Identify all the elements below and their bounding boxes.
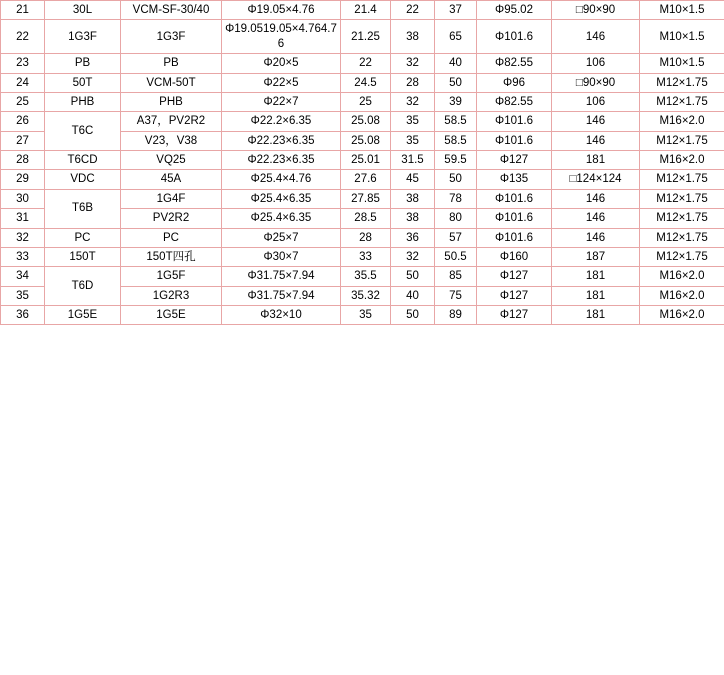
table-cell: Φ25.4×6.35: [222, 189, 341, 208]
table-cell: 33: [341, 247, 391, 266]
table-cell: Φ22×5: [222, 73, 341, 92]
table-cell: M12×1.75: [640, 209, 724, 228]
table-cell: 85: [435, 267, 477, 286]
table-cell: 37: [435, 1, 477, 20]
table-cell: 150T四孔: [121, 247, 222, 266]
table-cell: 146: [552, 228, 640, 247]
table-cell: PC: [45, 228, 121, 247]
table-cell: 65: [435, 20, 477, 54]
table-cell: Φ25×7: [222, 228, 341, 247]
table-cell: Φ127: [477, 286, 552, 305]
table-row: [1, 306, 724, 325]
table-cell: 146: [552, 20, 640, 54]
table-cell: 106: [552, 54, 640, 73]
table-cell: Φ135: [477, 170, 552, 189]
table-cell: 25: [1, 92, 45, 111]
table-cell: Φ19.05×4.76: [222, 1, 341, 20]
table-cell: Φ30×7: [222, 247, 341, 266]
table-cell: 146: [552, 209, 640, 228]
table-cell: 23: [1, 54, 45, 73]
table-cell: Φ101.6: [477, 112, 552, 131]
table-cell: 57: [435, 228, 477, 247]
table-cell: 40: [391, 286, 435, 305]
table-cell: M12×1.75: [640, 131, 724, 150]
table-cell: 181: [552, 267, 640, 286]
table-cell: Φ20×5: [222, 54, 341, 73]
table-cell: 35.5: [341, 267, 391, 286]
table-cell: Φ82.55: [477, 54, 552, 73]
table-cell: M12×1.75: [640, 73, 724, 92]
table-cell: Φ101.6: [477, 131, 552, 150]
table-cell: 22: [341, 54, 391, 73]
table-cell: M10×1.5: [640, 54, 724, 73]
table-cell: PHB: [45, 92, 121, 111]
table-row: [1, 73, 724, 92]
table-cell: 146: [552, 112, 640, 131]
table-cell: 1G2R3: [121, 286, 222, 305]
table-cell: M12×1.75: [640, 170, 724, 189]
specification-table: [0, 0, 724, 325]
table-cell: VDC: [45, 170, 121, 189]
table-cell: 106: [552, 92, 640, 111]
table-cell: 25.08: [341, 112, 391, 131]
table-cell: 35: [341, 306, 391, 325]
table-cell: 33: [1, 247, 45, 266]
table-row: [1, 189, 724, 208]
table-cell: 38: [391, 209, 435, 228]
table-cell: A37，PV2R2: [121, 112, 222, 131]
table-cell: 25.08: [341, 131, 391, 150]
table-cell: 27.6: [341, 170, 391, 189]
table-cell: Φ32×10: [222, 306, 341, 325]
table-cell: 50.5: [435, 247, 477, 266]
table-cell: 35: [391, 131, 435, 150]
table-cell: 150T: [45, 247, 121, 266]
table-cell: 32: [391, 92, 435, 111]
table-cell: 50: [435, 170, 477, 189]
table-cell: M16×2.0: [640, 267, 724, 286]
table-cell: 28: [391, 73, 435, 92]
table-cell: 78: [435, 189, 477, 208]
table-cell: Φ22.23×6.35: [222, 131, 341, 150]
table-cell: M16×2.0: [640, 112, 724, 131]
table-cell: M12×1.75: [640, 228, 724, 247]
table-cell: 34: [1, 267, 45, 286]
table-cell: 25: [341, 92, 391, 111]
table-body: [1, 1, 724, 325]
table-cell: 24.5: [341, 73, 391, 92]
table-cell: T6C: [45, 112, 121, 151]
table-cell: 1G3F: [45, 20, 121, 54]
table-cell: 26: [1, 112, 45, 131]
table-cell: Φ31.75×7.94: [222, 286, 341, 305]
table-cell: 21: [1, 1, 45, 20]
table-cell: 58.5: [435, 131, 477, 150]
table-cell: 187: [552, 247, 640, 266]
table-row: [1, 20, 724, 54]
table-cell: Φ25.4×4.76: [222, 170, 341, 189]
table-cell: Φ101.6: [477, 20, 552, 54]
table-cell: 146: [552, 189, 640, 208]
table-cell: 22: [391, 1, 435, 20]
table-cell: PB: [121, 54, 222, 73]
table-row: [1, 112, 724, 131]
table-cell: 59.5: [435, 151, 477, 170]
table-cell: 39: [435, 92, 477, 111]
table-cell: 28: [1, 151, 45, 170]
table-cell: Φ101.6: [477, 209, 552, 228]
table-cell: Φ25.4×6.35: [222, 209, 341, 228]
table-cell: 32: [1, 228, 45, 247]
table-cell: Φ101.6: [477, 189, 552, 208]
table-row: [1, 247, 724, 266]
table-cell: 45: [391, 170, 435, 189]
table-row: [1, 92, 724, 111]
table-cell: VQ25: [121, 151, 222, 170]
table-cell: 50: [391, 306, 435, 325]
table-row: [1, 1, 724, 20]
table-cell: 31: [1, 209, 45, 228]
table-cell: M16×2.0: [640, 306, 724, 325]
table-cell: Φ127: [477, 267, 552, 286]
table-cell: 21.4: [341, 1, 391, 20]
table-cell: 22: [1, 20, 45, 54]
table-cell: 29: [1, 170, 45, 189]
table-cell: Φ82.55: [477, 92, 552, 111]
table-cell: 50: [435, 73, 477, 92]
table-cell: VCM-SF-30/40: [121, 1, 222, 20]
table-cell: M12×1.75: [640, 247, 724, 266]
table-cell: PB: [45, 54, 121, 73]
table-row: [1, 151, 724, 170]
table-cell: PV2R2: [121, 209, 222, 228]
table-cell: 181: [552, 306, 640, 325]
table-cell: 30L: [45, 1, 121, 20]
table-cell: Φ22×7: [222, 92, 341, 111]
table-cell: 31.5: [391, 151, 435, 170]
table-cell: 35: [1, 286, 45, 305]
table-cell: M12×1.75: [640, 92, 724, 111]
table-cell: 25.01: [341, 151, 391, 170]
table-cell: 181: [552, 151, 640, 170]
table-cell: 1G5F: [121, 267, 222, 286]
table-cell: 30: [1, 189, 45, 208]
table-row: [1, 170, 724, 189]
table-cell: 80: [435, 209, 477, 228]
table-cell: 1G3F: [121, 20, 222, 54]
table-cell: □90×90: [552, 1, 640, 20]
table-cell: Φ96: [477, 73, 552, 92]
table-cell: 27.85: [341, 189, 391, 208]
table-cell: 35.32: [341, 286, 391, 305]
table-cell: 27: [1, 131, 45, 150]
table-cell: 21.25: [341, 20, 391, 54]
table-cell: M12×1.75: [640, 189, 724, 208]
table-cell: 28: [341, 228, 391, 247]
table-cell: 181: [552, 286, 640, 305]
table-cell: 50: [391, 267, 435, 286]
table-cell: 75: [435, 286, 477, 305]
table-cell: Φ101.6: [477, 228, 552, 247]
table-cell: Φ19.0519.05×4.764.76: [222, 20, 341, 54]
table-cell: 38: [391, 189, 435, 208]
table-row: [1, 267, 724, 286]
table-cell: T6CD: [45, 151, 121, 170]
table-cell: M16×2.0: [640, 151, 724, 170]
table-cell: 1G5E: [45, 306, 121, 325]
table-row: [1, 228, 724, 247]
table-cell: M10×1.5: [640, 1, 724, 20]
table-cell: T6B: [45, 189, 121, 228]
table-cell: M10×1.5: [640, 20, 724, 54]
table-cell: 50T: [45, 73, 121, 92]
table-cell: Φ95.02: [477, 1, 552, 20]
table-cell: Φ22.23×6.35: [222, 151, 341, 170]
table-cell: T6D: [45, 267, 121, 306]
table-cell: 40: [435, 54, 477, 73]
table-cell: 1G4F: [121, 189, 222, 208]
table-cell: Φ127: [477, 306, 552, 325]
table-cell: Φ31.75×7.94: [222, 267, 341, 286]
table-cell: 36: [391, 228, 435, 247]
table-cell: V23，V38: [121, 131, 222, 150]
table-cell: PHB: [121, 92, 222, 111]
table-cell: 28.5: [341, 209, 391, 228]
table-row: [1, 54, 724, 73]
table-cell: 45A: [121, 170, 222, 189]
table-cell: 32: [391, 54, 435, 73]
table-cell: 36: [1, 306, 45, 325]
table-cell: □124×124: [552, 170, 640, 189]
table-cell: Φ22.2×6.35: [222, 112, 341, 131]
table-cell: Φ127: [477, 151, 552, 170]
table-cell: 1G5E: [121, 306, 222, 325]
table-cell: 58.5: [435, 112, 477, 131]
table-cell: 24: [1, 73, 45, 92]
table-cell: Φ160: [477, 247, 552, 266]
table-cell: M16×2.0: [640, 286, 724, 305]
table-cell: 32: [391, 247, 435, 266]
table-cell: VCM-50T: [121, 73, 222, 92]
table-cell: PC: [121, 228, 222, 247]
table-cell: 38: [391, 20, 435, 54]
table-cell: 89: [435, 306, 477, 325]
table-cell: 146: [552, 131, 640, 150]
table-cell: □90×90: [552, 73, 640, 92]
table-cell: 35: [391, 112, 435, 131]
